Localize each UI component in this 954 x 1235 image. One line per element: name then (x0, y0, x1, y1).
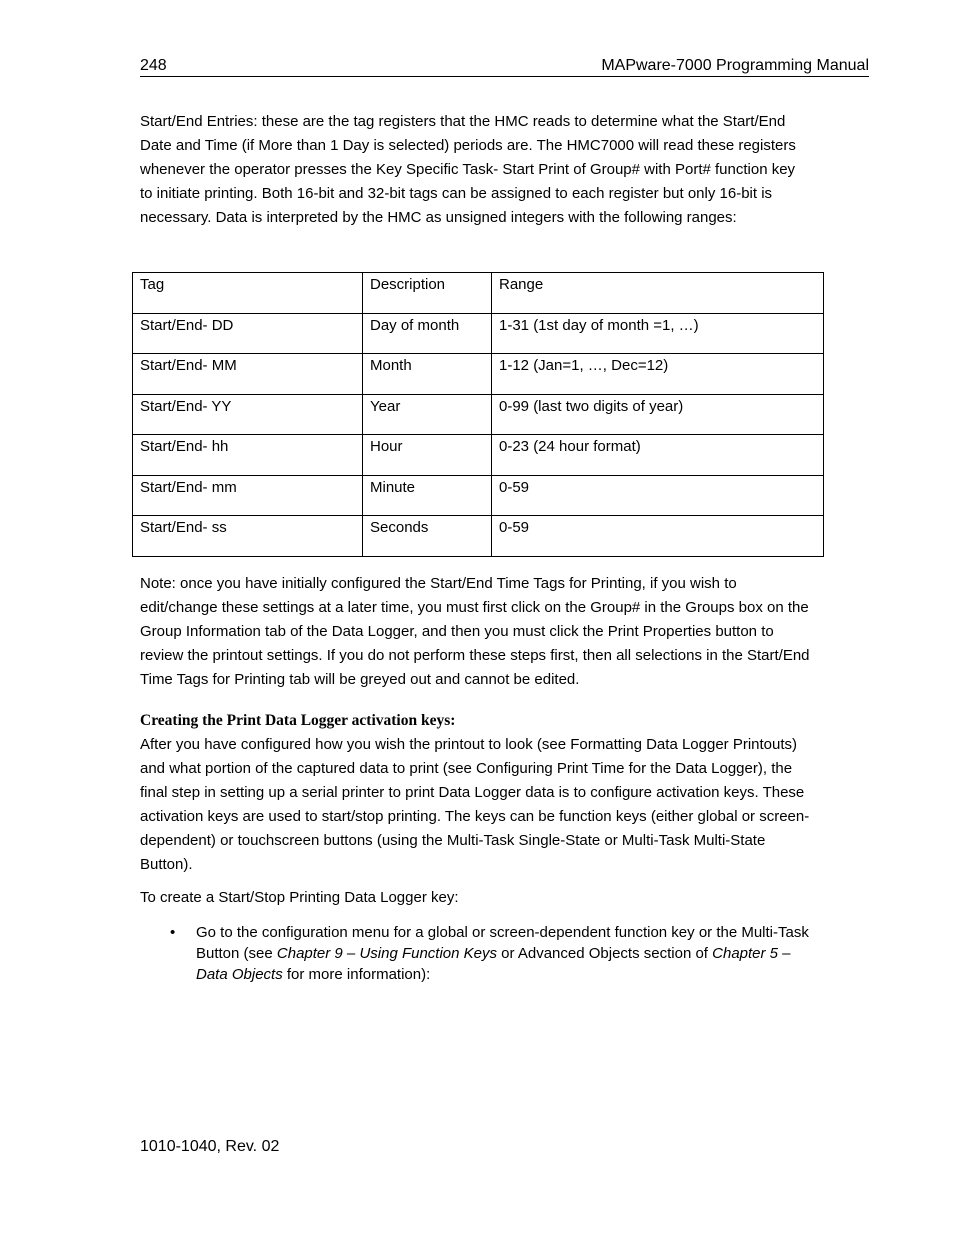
page-number: 248 (140, 57, 167, 74)
activation-keys-paragraph: After you have configured how you wish the printout to look (see Formatting Data Logger Printouts) and what portion of the captured data to print (see Configuring Print Time for the Data Logger), the final step in setting up a serial printer to print Data Logger data is to configure activation keys. These activation keys are used to start/stop printing. The keys can be function keys (either global or screen-dependent) or touchscreen buttons (using the Multi-Task Single-State or Multi-Task Multi-State Button). (140, 736, 810, 873)
table-cell (133, 435, 363, 476)
table-cell (133, 394, 363, 435)
table-cell (492, 516, 824, 557)
cell-description: Year (370, 397, 401, 415)
table-cell (133, 516, 363, 557)
table-cell (492, 354, 824, 395)
cell-tag: Start/End- mm (140, 478, 237, 496)
cell-tag: Start/End- DD (140, 316, 234, 334)
cell-range: 0-59 (499, 478, 530, 496)
table-row (133, 313, 824, 354)
table-cell (492, 475, 824, 516)
table-row (133, 394, 824, 435)
table-row (133, 475, 824, 516)
page-header (140, 56, 869, 77)
table-cell (363, 516, 492, 557)
table-cell (363, 475, 492, 516)
bullet-item (196, 922, 816, 985)
cell-range: 1-31 (1st day of month =1, …) (499, 316, 699, 334)
table-cell (492, 435, 824, 476)
cell-description: Seconds (370, 519, 429, 536)
cell-range: 1-12 (Jan=1, …, Dec=12) (499, 357, 669, 374)
cell-range: 0-99 (last two digits of year) (499, 397, 684, 415)
intro-paragraph: Start/End Entries: these are the tag registers that the HMC reads to determine what the Start/End Date and Time (if More than 1 Day is selected) periods are. The HMC7000 will read these registers whenever the operator presses the Key Specific Task- Start Print of Group# with Port# function key to initiate printing. Both 16-bit and 32-bit tags can be assigned to each register but only 16-bit is necessary. Data is interpreted by the HMC as unsigned integers with the following ranges: (140, 113, 796, 226)
table-cell (133, 313, 363, 354)
cell-description: Minute (370, 478, 416, 496)
table-row (133, 516, 824, 557)
bullet-symbol: • (170, 924, 176, 941)
table-cell (492, 394, 824, 435)
table-header-cell (363, 273, 492, 314)
bullet-text-2: or Advanced Objects section of (497, 945, 713, 962)
cell-description: Day of month (370, 316, 460, 334)
note-paragraph: Note: once you have initially configured the Start/End Time Tags for Printing, if you wish to edit/change these settings at a later time, you must first click on the Group# in the Groups box on the Group Information tab of the Data Logger, and then you must click the Print Properties button to review the printout settings. If you do not perform these steps first, then all selections in the Start/End Time Tags for Printing tab will be greyed out and cannot be edited. (140, 575, 810, 688)
manual-title: MAPware-7000 Programming Manual (601, 57, 869, 74)
header-tag: Tag (140, 276, 165, 293)
header-description: Description (370, 276, 446, 293)
table-row (133, 354, 824, 395)
create-key-paragraph: To create a Start/Stop Printing Data Logger key: (140, 889, 459, 906)
chapter-9-reference: Chapter 9 – Using Function Keys (276, 945, 498, 962)
chapter-5-reference: Chapter 5 – Data Objects (196, 945, 791, 983)
bullet-text-3: for more information): (282, 966, 431, 983)
table-cell (133, 354, 363, 395)
table-cell (363, 435, 492, 476)
table-cell (363, 394, 492, 435)
cell-range: 0-59 (499, 519, 530, 536)
table-header-cell (492, 273, 824, 314)
cell-description: Hour (370, 438, 403, 455)
table-row (133, 435, 824, 476)
table-cell (363, 354, 492, 395)
cell-description: Month (370, 357, 412, 374)
cell-tag: Start/End- MM (140, 357, 237, 374)
section-heading: Creating the Print Data Logger activation keys: (140, 712, 456, 729)
table-header-row (133, 273, 824, 314)
table-header-cell (133, 273, 363, 314)
bullet-text-1: Go to the configuration menu for a global or screen-dependent function key or the Multi-Task Button (see (196, 924, 809, 962)
table-cell (492, 313, 824, 354)
header-range: Range (499, 276, 544, 293)
page-footer: 1010-1040, Rev. 02 (140, 1138, 280, 1155)
table-cell (133, 475, 363, 516)
cell-tag: Start/End- YY (140, 397, 232, 415)
cell-tag: Start/End- hh (140, 438, 229, 455)
cell-range: 0-23 (24 hour format) (499, 438, 641, 455)
table-cell (363, 313, 492, 354)
tag-range-table (132, 272, 824, 557)
cell-tag: Start/End- ss (140, 519, 227, 536)
